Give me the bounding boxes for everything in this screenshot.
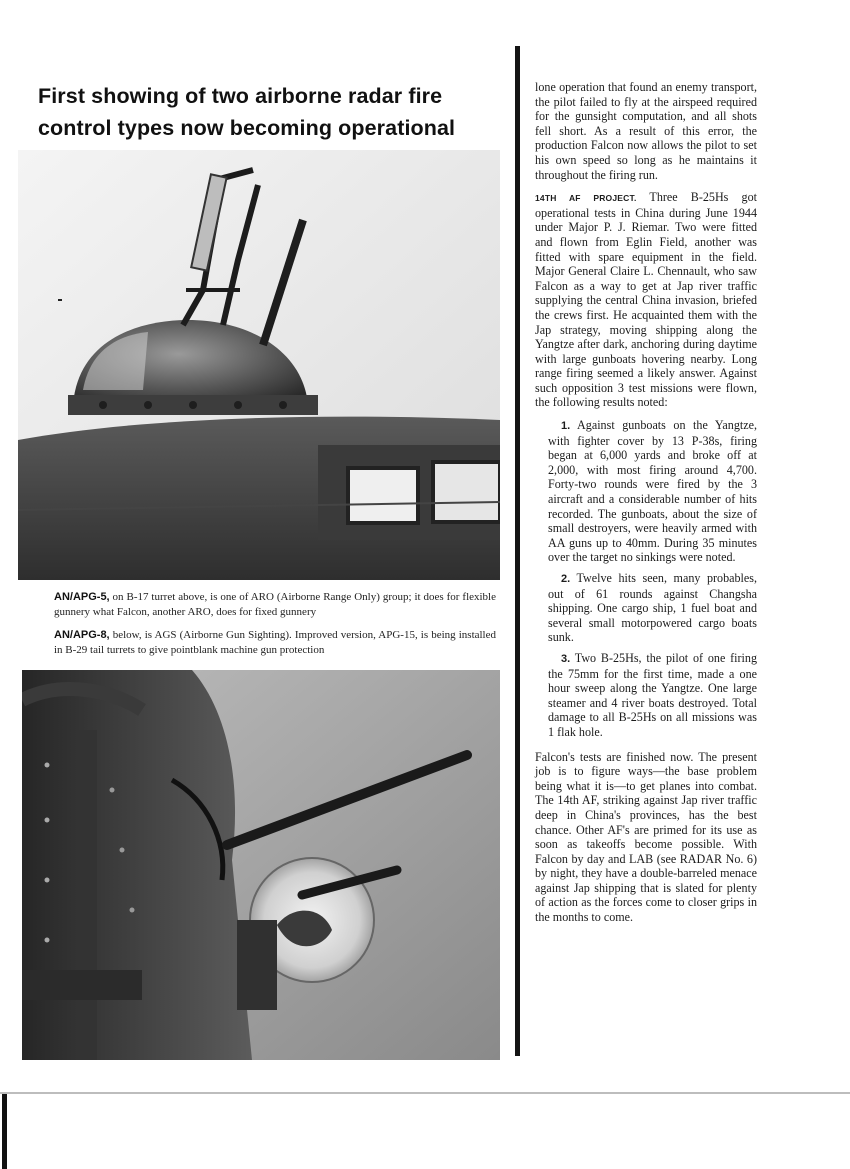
result-3-number: 3. <box>561 652 571 665</box>
b29-tail-turret-photo <box>22 670 500 1060</box>
result-3-text: Two B-25Hs, the pilot of one firing the 75mm for the first time, made a one hour sweep along the Yangtze. One large steamer and 4 river boats destroyed. Total damage to all B-25Hs on all missions was 1 flak hole. <box>548 650 757 739</box>
article-column <box>535 80 757 933</box>
caption-apg-8 <box>54 628 496 658</box>
caption-apg-5 <box>54 590 496 620</box>
result-1-number: 1. <box>561 420 571 433</box>
b17-turret-photo <box>18 150 500 580</box>
caption-apg-5-label: AN/APG-5, <box>54 591 110 603</box>
caption-apg-5-text: on B-17 turret above, is one of ARO (Airborne Range Only) group; it does for flexible gunnery what Falcon, another ARO, does for fixed gunnery <box>54 591 496 618</box>
result-item-1 <box>548 418 757 565</box>
result-2-text: Twelve hits seen, many probables, out of 61 rounds against Changsha shipping. One cargo ship, 1 fuel boat and several small motorpowered cargo boats sunk. <box>548 571 757 645</box>
column-divider-rule <box>515 46 520 1056</box>
scan-page-edge <box>0 1092 850 1169</box>
section-runin-heading: 14TH AF PROJECT. <box>535 193 637 204</box>
b17-turret-illustration <box>18 150 500 580</box>
result-item-3 <box>548 651 757 740</box>
headline-line-1: First showing of two airborne radar fire <box>38 84 443 108</box>
b29-tail-turret-illustration <box>22 670 500 1060</box>
headline-line-2: control types now becoming operational <box>38 116 456 140</box>
article-paragraph-1: lone operation that found an enemy transport, the pilot failed to fly at the airspeed required for the gunsight computation, and all shots fell short. As a result of this error, the production Falcon now allows the pilot to set his own speed so long as he maintains it throughout the firing run. <box>535 80 757 182</box>
article-paragraph-3: Falcon's tests are finished now. The present job is to figure ways—the base problem being what it is—to get planes into combat. The 14th AF, striking against Jap river traffic deep in China's provinces, has the best chance. Other AF's are primed for its use as soon as takeoffs become possible. With Falcon by day and LAB (see RADAR No. 6) by night, they have a double-barreled menace against Jap shipping that is slated for plenty of action as the forces come to closer grips in the months to come. <box>535 749 757 925</box>
article-paragraph-2 <box>535 190 757 410</box>
result-item-2 <box>548 571 757 645</box>
headline <box>38 80 500 144</box>
article-paragraph-2-text: Three B-25Hs got operational tests in China during June 1944 under Major P. J. Riemar. Two were fitted and flown from Eglin Field, another was fitted with spare equipment in the field. Major General Claire L. Chennault, who saw Falcon as a way to get at Jap river traffic supplying the central China invasion, briefed the crews first. He acquainted them with the Jap strategy, moving shipping along the Yangtze after dark, anchoring during daytime with large gunboats hovering nearby. Long range firing seemed a likely answer. Against such opposition 3 test missions were flown, the following results noted: <box>535 190 757 410</box>
caption-apg-8-text: below, is AGS (Airborne Gun Sighting). Improved version, APG-15, is being installed in B-29 tail turrets to give pointblank machine gun protection <box>54 629 496 656</box>
scan-edge-mark <box>2 1094 7 1169</box>
result-1-text: Against gunboats on the Yangtze, with fighter cover by 13 P-38s, firing began at 6,000 yards and broke off at 2,000, with most firing around 4,700. Forty-two rounds were fired by the 3 aircraft and a considerable number of hits recorded. The gunboats, about the size of small destroyers, were heavily armed with AA guns up to 40mm. During 35 minutes over the target no sinkings were noted. <box>548 418 757 565</box>
scan-edge-line <box>0 1092 850 1094</box>
result-2-number: 2. <box>561 573 571 585</box>
test-results-list <box>535 418 757 739</box>
caption-apg-8-label: AN/APG-8, <box>54 629 110 641</box>
